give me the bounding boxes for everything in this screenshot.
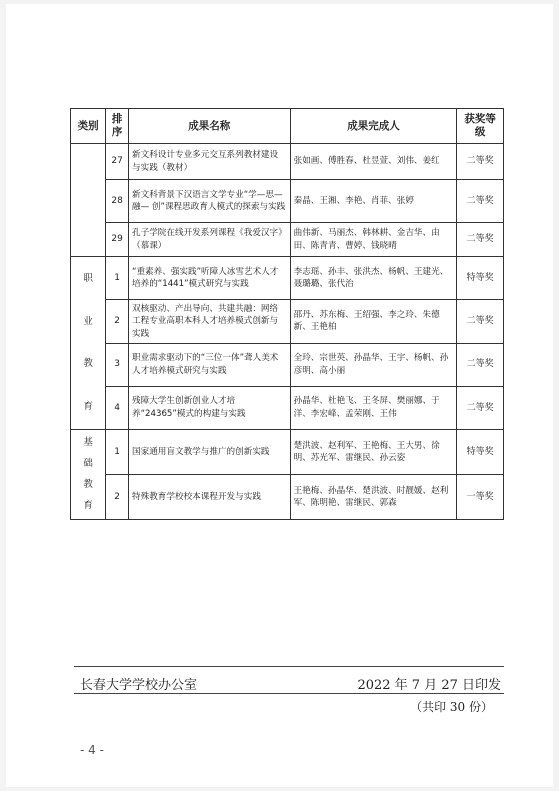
results-table [70,108,504,520]
header-rank: 排序 [106,109,129,144]
award-cell: 二等奖 [457,343,504,386]
category-cell-continued [71,144,106,257]
name-cell: 双核驱动、产出导向、共建共融：网络工程专业高职本科人才培养模式创新与实践 [129,300,291,343]
people-cell: 王艳梅、孙晶华、楚洪波、时靓媛、赵利军、陈明艳、雷继民、郭森 [290,475,457,520]
category-char: 业 [83,315,93,327]
rank-cell: 29 [106,223,129,257]
name-cell: 孔子学院在线开发系列课程《我爱汉字》（慕课） [129,223,291,257]
category-char: 基 [83,436,93,448]
table-row [71,475,504,520]
name-cell: 国家通用盲文教学与推广的创新实践 [129,430,291,475]
award-cell: 二等奖 [457,144,504,180]
header-name: 成果名称 [129,109,291,144]
table-row [71,180,504,223]
category-char: 育 [83,499,93,511]
table-row [71,144,504,180]
award-cell: 二等奖 [457,300,504,343]
table-row [71,430,504,475]
rank-cell: 1 [106,257,129,300]
page-number: - 4 - [80,743,104,757]
award-cell: 二等奖 [457,223,504,257]
award-cell: 一等奖 [457,475,504,520]
award-cell: 二等奖 [457,180,504,223]
category-vertical-text [74,258,102,428]
rank-cell: 1 [106,430,129,475]
people-cell: 楚洪波、赵利军、王艳梅、王大男、徐明、苏光军、雷继民、孙云姿 [290,430,457,475]
name-cell: 特殊教育学校校本课程开发与实践 [129,475,291,520]
category-char: 育 [83,400,93,412]
people-cell: 全玲、宗世英、孙晶华、王宇、杨帆、孙彦明、高小丽 [290,343,457,386]
rank-cell: 3 [106,343,129,386]
print-copies: （共印 30 份） [410,700,493,714]
people-cell: 秦晶、王湘、李艳、肖菲、张婷 [290,180,457,223]
category-cell-vocational [71,257,106,430]
table-row [71,386,504,429]
name-cell: 新文科设计专业多元交互系列教材建设与实践（教材） [129,144,291,180]
table-header-row [71,109,504,144]
header-category: 类别 [71,109,106,144]
footer-bottom-rule [74,693,504,694]
category-char: 职 [83,273,93,284]
name-cell: 残障大学生创新创业人才培养“24365”模式的构建与实践 [129,386,291,429]
rank-cell: 4 [106,386,129,429]
header-people: 成果完成人 [290,109,457,144]
name-cell: 职业需求驱动下的“三位一体”聋人美术人才培养模式研究与实践 [129,343,291,386]
table-row [71,257,504,300]
people-cell: 曲伟新、马丽杰、韩林耕、金吉华、由田、陈青青、曹婷、钱晓晴 [290,223,457,257]
category-char: 教 [83,358,93,369]
award-cell: 二等奖 [457,386,504,429]
people-cell: 孙晶华、杜艳飞、王冬屏、樊丽娜、于洋、李宏峰、孟荣刚、王伟 [290,386,457,429]
issuing-office: 长春大学学校办公室 [80,678,198,693]
category-char: 教 [83,478,93,490]
table-row [71,300,504,343]
name-cell: “重素养、强实践”听障人冰雪艺术人才培养的“1441”模式研究与实践 [129,257,291,300]
people-cell: 张如画、傅胜春、杜昱萱、刘伟、姜红 [290,144,457,180]
award-cell: 特等奖 [457,257,504,300]
rank-cell: 27 [106,144,129,180]
category-cell-basic [71,430,106,520]
award-cell: 特等奖 [457,430,504,475]
rank-cell: 2 [106,300,129,343]
name-cell: 新文科背景下汉语言文学专业“学—思—融— 创”课程思政育人模式的探索与实践 [129,180,291,223]
header-award: 获奖等级 [457,109,504,144]
table-row [71,223,504,257]
table-row [71,343,504,386]
people-cell: 李志瑶、孙丰、张洪杰、杨帆、王建光、聂璐璐、张代治 [290,257,457,300]
footer-top-rule [74,666,504,667]
document-page [6,4,553,787]
print-date: 2022 年 7 月 27 日印发 [357,678,501,693]
rank-cell: 2 [106,475,129,520]
people-cell: 邵丹、苏东梅、王绍强、李之玲、朱德新、王艳柏 [290,300,457,343]
rank-cell: 28 [106,180,129,223]
category-vertical-text [74,433,102,517]
category-char: 础 [83,457,93,469]
